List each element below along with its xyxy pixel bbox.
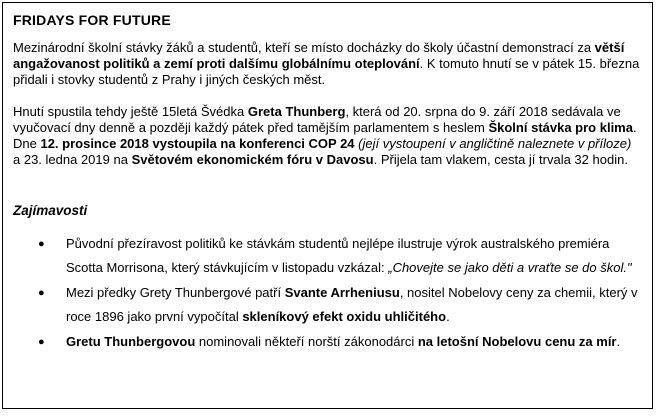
history-text-4: a 23. ledna 2019 na bbox=[13, 152, 132, 167]
list-item bbox=[38, 232, 644, 280]
history-italic-note: (její vystoupení v angličtině naleznete v příloze) bbox=[354, 136, 632, 151]
intro-text-1: Mezinárodní školní stávky žáků a studentů, kteří se místo docházky do školy účastní demonstrací za bbox=[13, 40, 595, 55]
history-text-5: . Přijela tam vlakem, cesta jí trvala 32 hodin. bbox=[373, 152, 628, 167]
history-bold-davos: Světovém ekonomickém fóru v Davosu bbox=[131, 152, 374, 167]
fact-text: Původní přezíravost politiků ke stávkám studentů nejlépe ilustruje výrok australského premiéra Scotta Morrisona, který stávkujícím v listopadu vzkázal: bbox=[66, 236, 610, 275]
fact-text: nominovali někteří norští zákonodárci bbox=[195, 334, 418, 349]
article-title: FRIDAYS FOR FUTURE bbox=[13, 12, 171, 28]
intro-bold-1: větší angažovanost politiků a zemí proti dalšímu globálnímu oteplování bbox=[13, 40, 625, 71]
history-text-3: . Dne bbox=[13, 120, 637, 151]
fact-bold: skleníkový efekt oxidu uhličitého bbox=[242, 309, 447, 324]
fact-quote: „Chovejte se jako děti a vraťte se do škol." bbox=[388, 260, 632, 275]
list-item bbox=[38, 281, 644, 329]
facts-list bbox=[38, 232, 644, 355]
bullet-icon: ● bbox=[38, 287, 45, 299]
intro-paragraph bbox=[13, 40, 641, 88]
fact-text: . bbox=[446, 309, 450, 324]
history-bold-name: Greta Thunberg bbox=[247, 104, 346, 119]
history-bold-cop: 12. prosince 2018 vystoupila na konferenci COP 24 bbox=[40, 136, 355, 151]
fact-bold: Gretu Thunbergovou bbox=[66, 334, 196, 349]
fact-bold: Svante Arrheniusu bbox=[284, 285, 400, 300]
intro-text-2: . K tomuto hnutí se v pátek 15. března přidali i stovky studentů z Prahy i jiných českých měst. bbox=[13, 56, 640, 87]
bullet-icon: ● bbox=[38, 238, 45, 250]
history-text-1: Hnutí spustila tehdy ještě 15letá Švédka bbox=[13, 104, 248, 119]
fact-text: Mezi předky Grety Thunbergové patří bbox=[66, 285, 285, 300]
bullet-icon: ● bbox=[38, 336, 45, 348]
history-bold-slogan: Školní stávka pro klima bbox=[488, 120, 633, 135]
section-title: Zajímavosti bbox=[13, 203, 88, 218]
fact-text: . bbox=[616, 334, 621, 349]
history-text-2: , která od 20. srpna do 9. září 2018 sedávala ve vyučovací dny denně a později každý pátek před tamějším parlamentem s heslem bbox=[13, 104, 621, 135]
history-paragraph bbox=[13, 104, 641, 168]
fact-bold: na letošní Nobelovu cenu za mír bbox=[417, 334, 617, 349]
fact-text: , nositel Nobelovy ceny za chemii, který v roce 1896 jako první vypočítal bbox=[66, 285, 638, 324]
list-item bbox=[38, 330, 644, 354]
